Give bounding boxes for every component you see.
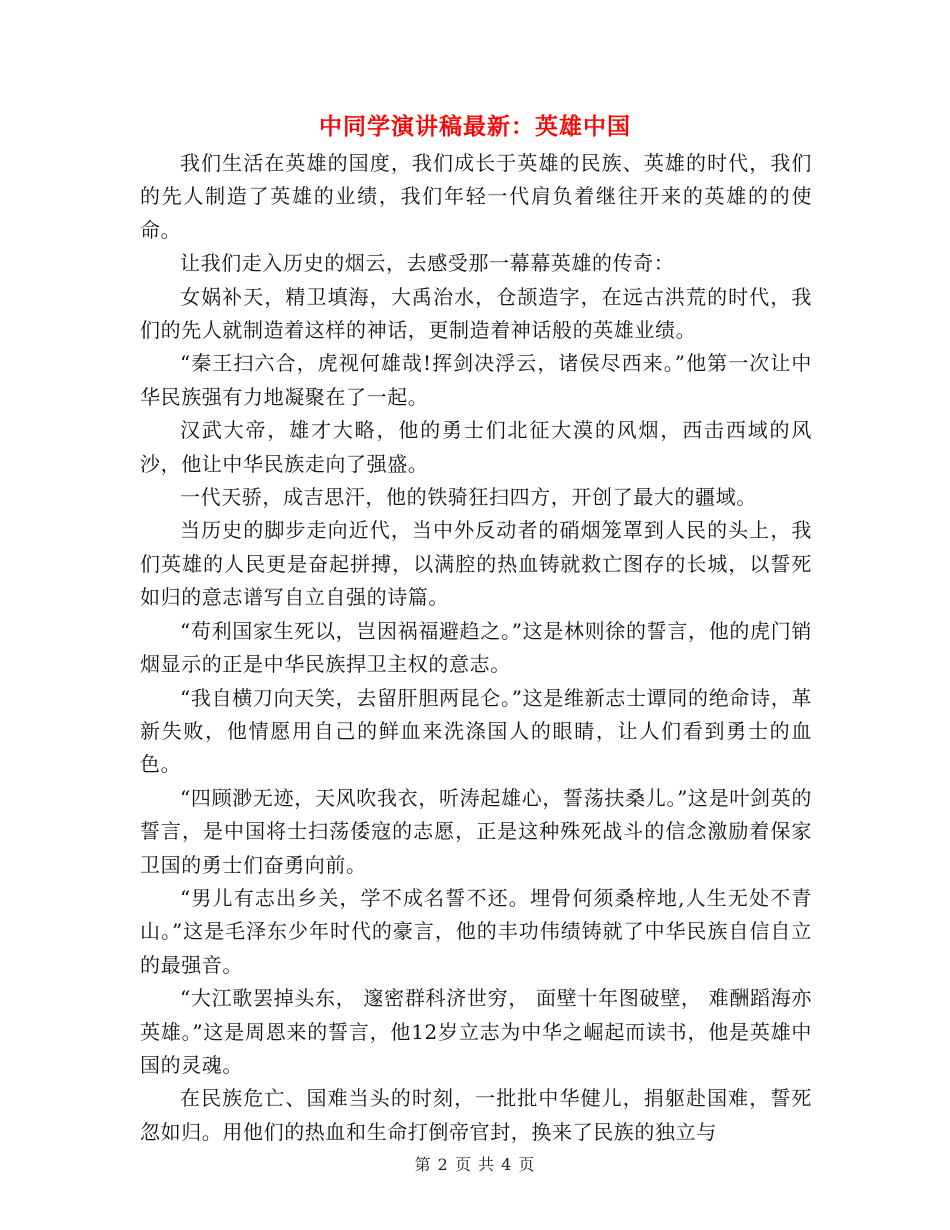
- total-pages-number: 4: [501, 1155, 513, 1174]
- paragraph-2: 让我们走入历史的烟云，去感受那一幕幕英雄的传奇：: [180, 251, 675, 276]
- paragraph-13: 在民族危亡、国难当头的时刻，一批批中华健儿，捐躯赴国难，誓死忽如归。用他们的热血和生命打倒帝官封，换来了民族的独立与: [140, 1086, 812, 1144]
- document-title: 中同学演讲稿最新：英雄中国: [319, 113, 631, 140]
- page-label-suffix: 页: [518, 1155, 536, 1174]
- page-label-prefix: 第: [414, 1155, 432, 1174]
- paragraph-8: “苟利国家生死以，岂因祸福避趋之。”这是林则徐的誓言，他的虎门销烟显示的正是中华民族捍卫主权的意志。: [140, 618, 812, 677]
- paragraph-6: 一代天骄，成吉思汗，他的铁骑狂扫四方，开创了最大的疆域。: [180, 485, 757, 510]
- current-page-number: 2: [437, 1155, 449, 1174]
- page-label-mid: 页 共: [454, 1155, 496, 1174]
- paragraph-10: “四顾渺无迹，天风吹我衣，听涛起雄心，誓荡扶桑儿。”这是叶剑英的誓言，是中国将士扫荡倭寇的志愿，正是这种殊死战斗的信念激励着保家卫国的勇士们奋勇向前。: [140, 785, 812, 877]
- paragraph-12: “大江歌罢掉头东， 邃密群科济世穷， 面壁十年图破壁， 难酬蹈海亦英雄。”这是周恩来的誓言，他12岁立志为中华之崛起而读书，他是英雄中国的灵魂。: [140, 986, 812, 1077]
- paragraph-3: 女娲补天，精卫填海，大禹治水，仓颉造字，在远古洪荒的时代，我们的先人就制造着这样的神话，更制造着神话般的英雄业绩。: [140, 284, 812, 343]
- paragraph-5: 汉武大帝，雄才大略，他的勇士们北征大漠的风烟，西击西域的风沙，他让中华民族走向了强盛。: [140, 418, 812, 476]
- paragraph-11: “男儿有志出乡关，学不成名誓不还。埋骨何须桑梓地,人生无处不青山。”这是毛泽东少年时代的豪言，他的丰功伟绩铸就了中华民族自信自立的最强音。: [140, 885, 812, 977]
- paragraph-7: 当历史的脚步走向近代，当中外反动者的硝烟笼罩到人民的头上，我们英雄的人民更是奋起拼搏，以满腔的热血铸就救亡图存的长城，以誓死如归的意志谱写自立自强的诗篇。: [140, 518, 812, 610]
- document-body: [140, 147, 812, 1149]
- paragraph-1: 我们生活在英雄的国度，我们成长于英雄的民族、英雄的时代，我们的先人制造了英雄的业绩，我们年轻一代肩负着继往开来的英雄的的使命。: [140, 151, 812, 242]
- page-footer: [0, 1152, 950, 1175]
- paragraph-9: “我自横刀向天笑，去留肝胆两昆仑。”这是维新志士谭同的绝命诗，革新失败，他情愿用自己的鲜血来洗涤国人的眼睛，让人们看到勇士的血色。: [140, 685, 812, 777]
- paragraph-4: “秦王扫六合，虎视何雄哉!挥剑决浮云，诸侯尽西来。”他第一次让中华民族强有力地凝聚在了一起。: [140, 351, 812, 409]
